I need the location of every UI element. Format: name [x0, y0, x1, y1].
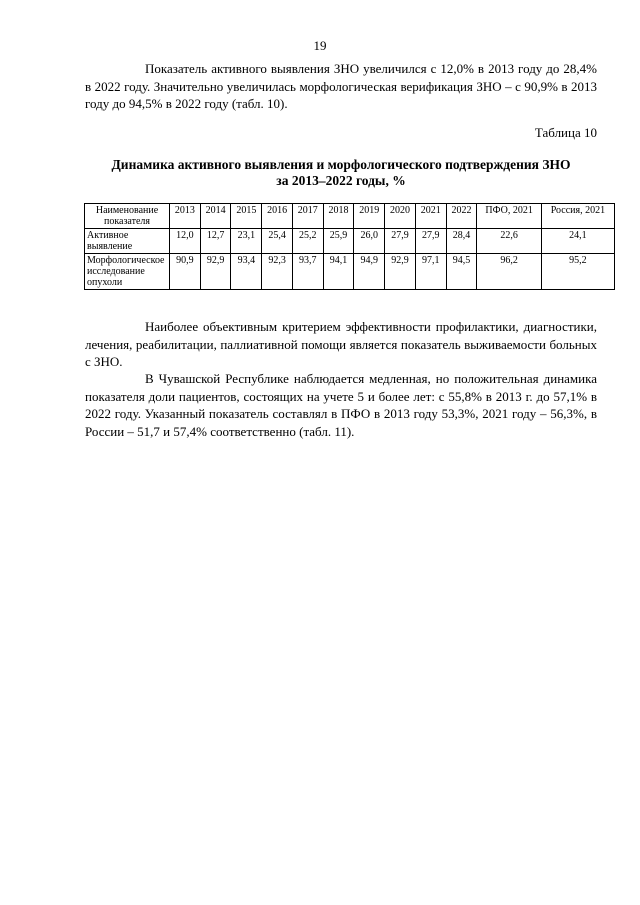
table-cell: 90,9 — [170, 254, 201, 290]
table-cell: 25,9 — [323, 229, 354, 254]
table-title — [85, 157, 597, 189]
table-cell: 24,1 — [541, 229, 614, 254]
row-label: Активное выявление — [85, 229, 170, 254]
header-cell: 2013 — [170, 204, 201, 229]
paragraph-chuvash-dynamics: В Чувашской Республике наблюдается медленная, но положительная динамика показателя доли пациентов, состоящих на учете 5 и более лет: с 55,8% в 2013 г. до 57,1% в 2022 году. Указанный показатель составлял в ПФО в 2013 году 53,3%, 2021 году – 56,3%, в России – 51,7 и 57,4% соответственно (табл. 11). — [85, 371, 597, 439]
table-cell: 96,2 — [477, 254, 542, 290]
table-cell: 22,6 — [477, 229, 542, 254]
table-cell: 94,1 — [323, 254, 354, 290]
table-cell: 23,1 — [231, 229, 262, 254]
table-title-line-1: Динамика активного выявления и морфологического подтверждения ЗНО — [111, 157, 571, 172]
table-cell: 95,2 — [541, 254, 614, 290]
header-cell: 2014 — [200, 204, 231, 229]
table-row — [85, 229, 615, 254]
table-cell: 12,0 — [170, 229, 201, 254]
table-cell: 12,7 — [200, 229, 231, 254]
header-cell: 2017 — [292, 204, 323, 229]
data-table — [84, 203, 615, 290]
row-label: Морфологическое исследование опухоли — [85, 254, 170, 290]
table-cell: 92,9 — [385, 254, 416, 290]
table-cell: 94,9 — [354, 254, 385, 290]
table-cell: 94,5 — [446, 254, 477, 290]
header-cell: 2015 — [231, 204, 262, 229]
header-cell: 2021 — [415, 204, 446, 229]
table-cell: 93,7 — [292, 254, 323, 290]
header-cell: 2020 — [385, 204, 416, 229]
table-cell: 93,4 — [231, 254, 262, 290]
table-cell: 92,9 — [200, 254, 231, 290]
table-cell: 25,4 — [262, 229, 293, 254]
header-cell: ПФО, 2021 — [477, 204, 542, 229]
table-title-line-2: за 2013–2022 годы, % — [276, 173, 406, 188]
header-cell: Наименование показателя — [85, 204, 170, 229]
table-cell: 28,4 — [446, 229, 477, 254]
table-cell: 97,1 — [415, 254, 446, 290]
header-cell: 2019 — [354, 204, 385, 229]
table-cell: 26,0 — [354, 229, 385, 254]
paragraph-survival-criterion: Наиболее объективным критерием эффективности профилактики, диагностики, лечения, реабилитации, паллиативной помощи является показатель выживаемости больных с ЗНО. — [85, 319, 597, 369]
page-number: 19 — [313, 38, 327, 53]
paragraph-active-detection: Показатель активного выявления ЗНО увеличился с 12,0% в 2013 году до 28,4% в 2022 году. Значительно увеличилась морфологическая верификация ЗНО – с 90,9% в 2013 году до 94,5% в 2022 году (табл. 10). — [85, 61, 597, 111]
header-cell: 2022 — [446, 204, 477, 229]
header-cell: 2016 — [262, 204, 293, 229]
table-row — [85, 254, 615, 290]
table-cell: 92,3 — [262, 254, 293, 290]
table-cell: 27,9 — [415, 229, 446, 254]
table-header-row — [85, 204, 615, 229]
table-caption: Таблица 10 — [534, 125, 597, 140]
header-cell: 2018 — [323, 204, 354, 229]
table-cell: 27,9 — [385, 229, 416, 254]
header-cell: Россия, 2021 — [541, 204, 614, 229]
table-cell: 25,2 — [292, 229, 323, 254]
